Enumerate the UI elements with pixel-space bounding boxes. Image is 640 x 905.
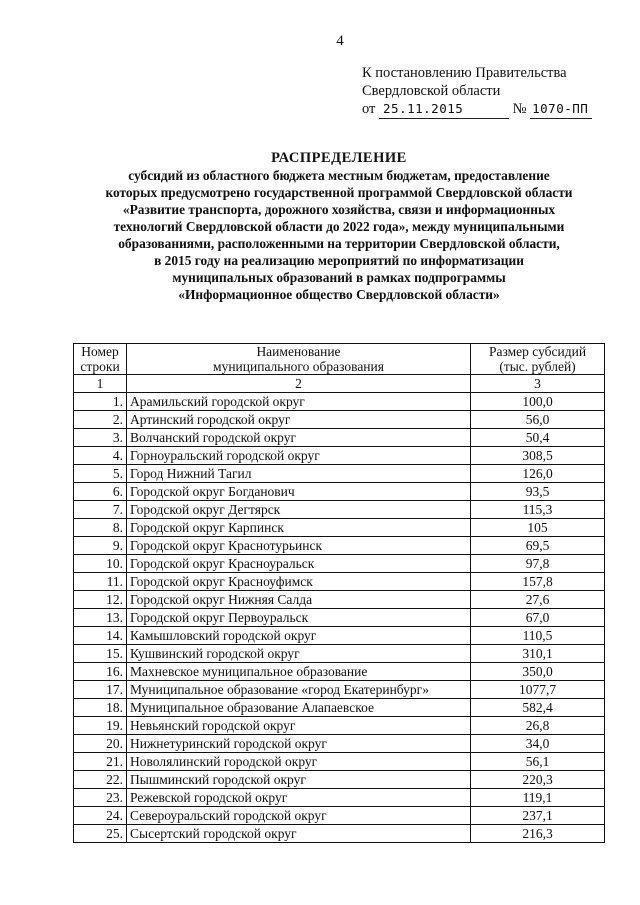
- subsidy-amount-cell: 67,0: [471, 609, 605, 627]
- table-row: [74, 735, 605, 753]
- decree-number: 1070-ПП: [530, 100, 592, 119]
- row-number-cell: 18.: [74, 699, 127, 717]
- row-number-cell: 4.: [74, 447, 127, 465]
- municipality-name-cell: Городской округ Дегтярск: [127, 501, 471, 519]
- table-row: [74, 519, 605, 537]
- approval-block: [362, 64, 592, 119]
- subsidy-amount-cell: 56,0: [471, 411, 605, 429]
- municipality-name-cell: Городской округ Красноуфимск: [127, 573, 471, 591]
- approval-date-line: [362, 100, 592, 119]
- row-number-cell: 23.: [74, 789, 127, 807]
- row-number-cell: 20.: [74, 735, 127, 753]
- subsidy-amount-cell: 34,0: [471, 735, 605, 753]
- table-row: [74, 807, 605, 825]
- table-row: [74, 681, 605, 699]
- column-number: 3: [471, 375, 605, 393]
- row-number-cell: 9.: [74, 537, 127, 555]
- row-number-cell: 24.: [74, 807, 127, 825]
- row-number-cell: 22.: [74, 771, 127, 789]
- row-number-cell: 19.: [74, 717, 127, 735]
- municipality-name-cell: Камышловский городской округ: [127, 627, 471, 645]
- municipality-name-cell: Режевской городской округ: [127, 789, 471, 807]
- table-row: [74, 699, 605, 717]
- row-number-cell: 12.: [74, 591, 127, 609]
- subsidy-amount-cell: 220,3: [471, 771, 605, 789]
- subsidy-amount-cell: 126,0: [471, 465, 605, 483]
- subsidy-amount-cell: 26,8: [471, 717, 605, 735]
- subsidy-amount-cell: 27,6: [471, 591, 605, 609]
- subsidy-amount-cell: 50,4: [471, 429, 605, 447]
- table-row: [74, 627, 605, 645]
- decree-date: 25.11.2015: [379, 100, 509, 119]
- municipality-name-cell: Муниципальное образование «город Екатеринбург»: [127, 681, 471, 699]
- subsidy-amount-cell: 69,5: [471, 537, 605, 555]
- row-number-cell: 15.: [74, 645, 127, 663]
- subsidy-amount-cell: 56,1: [471, 753, 605, 771]
- subtitle-line: образованиями, расположенными на территории Свердловской области,: [118, 236, 560, 251]
- table-row: [74, 573, 605, 591]
- municipality-name-cell: Североуральский городской округ: [127, 807, 471, 825]
- municipality-name-cell: Невьянский городской округ: [127, 717, 471, 735]
- row-number-cell: 2.: [74, 411, 127, 429]
- subtitle-line: которых предусмотрено государственной программой Свердловской области: [105, 185, 573, 200]
- approval-line-2: Свердловской области: [362, 83, 501, 99]
- municipality-name-cell: Городской округ Богданович: [127, 483, 471, 501]
- subtitle-line: субсидий из областного бюджета местным бюджетам, предоставление: [128, 168, 550, 183]
- table-row: [74, 429, 605, 447]
- municipality-name-cell: Городской округ Краснотурьинск: [127, 537, 471, 555]
- municipality-name-cell: Городской округ Карпинск: [127, 519, 471, 537]
- row-number-cell: 7.: [74, 501, 127, 519]
- distribution-table: [73, 343, 605, 843]
- subsidy-amount-cell: 310,1: [471, 645, 605, 663]
- subsidy-amount-cell: 308,5: [471, 447, 605, 465]
- table-column-numbers-row: [74, 375, 605, 393]
- table-row: [74, 663, 605, 681]
- municipality-name-cell: Кушвинский городской округ: [127, 645, 471, 663]
- table-row: [74, 537, 605, 555]
- subsidy-amount-cell: 105: [471, 519, 605, 537]
- subsidy-amount-cell: 119,1: [471, 789, 605, 807]
- table-row: [74, 771, 605, 789]
- municipality-name-cell: Город Нижний Тагил: [127, 465, 471, 483]
- row-number-cell: 6.: [74, 483, 127, 501]
- subsidy-amount-cell: 115,3: [471, 501, 605, 519]
- approval-line-1: К постановлению Правительства: [362, 65, 567, 81]
- column-number: 1: [74, 375, 127, 393]
- subtitle-line: «Развитие транспорта, дорожного хозяйства, связи и информационных: [122, 202, 556, 217]
- document-subtitle: [60, 167, 618, 303]
- municipality-name-cell: Арамильский городской округ: [127, 393, 471, 411]
- table-row: [74, 591, 605, 609]
- subtitle-line: муниципальных образований в рамках подпрограммы: [172, 270, 506, 285]
- row-number-cell: 3.: [74, 429, 127, 447]
- table-row: [74, 609, 605, 627]
- municipality-name-cell: Нижнетуринский городской округ: [127, 735, 471, 753]
- document-title: РАСПРЕДЕЛЕНИЕ: [271, 150, 407, 166]
- subsidy-amount-cell: 582,4: [471, 699, 605, 717]
- table-row: [74, 447, 605, 465]
- municipality-name-cell: Городской округ Нижняя Салда: [127, 591, 471, 609]
- subsidy-amount-cell: 93,5: [471, 483, 605, 501]
- page-number: 4: [336, 33, 344, 49]
- table-row: [74, 411, 605, 429]
- row-number-cell: 11.: [74, 573, 127, 591]
- table-row: [74, 753, 605, 771]
- table-row: [74, 825, 605, 843]
- row-number-cell: 21.: [74, 753, 127, 771]
- subtitle-line: технологий Свердловской области до 2022 года», между муниципальными: [113, 219, 565, 234]
- subtitle-line: «Информационное общество Свердловской области»: [178, 287, 500, 302]
- municipality-name-cell: Сысертский городской округ: [127, 825, 471, 843]
- table-row: [74, 645, 605, 663]
- table-row: [74, 555, 605, 573]
- row-number-cell: 16.: [74, 663, 127, 681]
- subsidy-amount-cell: 216,3: [471, 825, 605, 843]
- row-number-cell: 8.: [74, 519, 127, 537]
- row-number-cell: 25.: [74, 825, 127, 843]
- row-number-cell: 10.: [74, 555, 127, 573]
- municipality-name-cell: Пышминский городской округ: [127, 771, 471, 789]
- municipality-name-cell: Новолялинский городской округ: [127, 753, 471, 771]
- table-row: [74, 501, 605, 519]
- row-number-cell: 17.: [74, 681, 127, 699]
- subsidy-amount-cell: 110,5: [471, 627, 605, 645]
- date-prefix: от: [362, 101, 376, 117]
- subsidy-amount-cell: 237,1: [471, 807, 605, 825]
- municipality-name-cell: Махневское муниципальное образование: [127, 663, 471, 681]
- subsidy-amount-cell: 157,8: [471, 573, 605, 591]
- table-row: [74, 789, 605, 807]
- column-number: 2: [127, 375, 471, 393]
- row-number-cell: 1.: [74, 393, 127, 411]
- municipality-name-cell: Артинский городской округ: [127, 411, 471, 429]
- row-number-cell: 13.: [74, 609, 127, 627]
- subsidy-amount-cell: 97,8: [471, 555, 605, 573]
- header-municipality-name: Наименование муниципального образования: [127, 344, 471, 375]
- municipality-name-cell: Горноуральский городской округ: [127, 447, 471, 465]
- subsidy-amount-cell: 100,0: [471, 393, 605, 411]
- municipality-name-cell: Волчанский городской округ: [127, 429, 471, 447]
- table-row: [74, 465, 605, 483]
- row-number-cell: 14.: [74, 627, 127, 645]
- row-number-cell: 5.: [74, 465, 127, 483]
- municipality-name-cell: Муниципальное образование Алапаевское: [127, 699, 471, 717]
- table-row: [74, 717, 605, 735]
- municipality-name-cell: Городской округ Красноуральск: [127, 555, 471, 573]
- header-row-number: Номер строки: [74, 344, 127, 375]
- municipality-name-cell: Городской округ Первоуральск: [127, 609, 471, 627]
- table-row: [74, 483, 605, 501]
- header-subsidy-amount: Размер субсидий (тыс. рублей): [471, 344, 605, 375]
- subsidy-amount-cell: 1077,7: [471, 681, 605, 699]
- subtitle-line: в 2015 году на реализацию мероприятий по информатизации: [154, 253, 524, 268]
- subsidy-amount-cell: 350,0: [471, 663, 605, 681]
- number-prefix: №: [512, 101, 527, 117]
- table-row: [74, 393, 605, 411]
- table-header-row: [74, 344, 605, 375]
